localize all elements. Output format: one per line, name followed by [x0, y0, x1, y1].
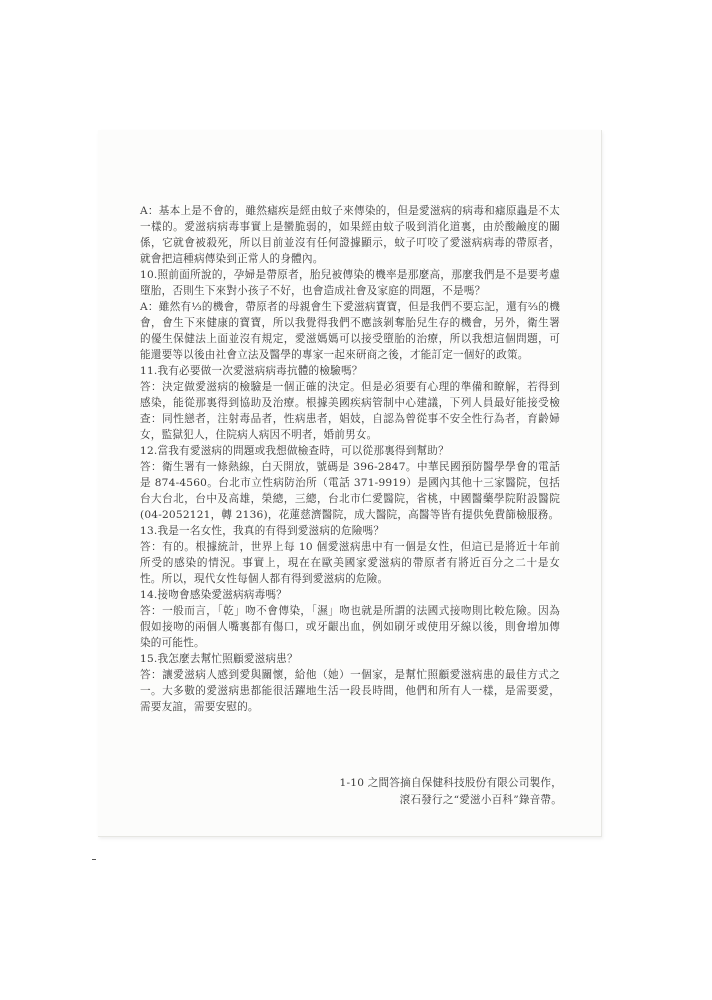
answer-13: 答：有的。根據統計，世界上每 10 個愛滋病患中有一個是女性，但這已是將近十年前所受的感染的情況。事實上，現在在歐美國家愛滋病的帶原者有將近百分之二十是女性。所以，現代女性每個人都有得到愛滋病的危險。 — [140, 541, 560, 585]
question-15: 15.我怎麼去幫忙照顧愛滋病患？ — [140, 653, 298, 665]
answer-11: 答：決定做愛滋病的檢驗是一個正確的決定。但是必須要有心理的準備和瞭解，若得到感染，能從那裏得到協助及治療。根據美國疾病管制中心建議，下列人員最好能接受檢查：同性戀者，注射毒品者，性病患者，娼妓，自認為曾從事不安全性行為者，育齡婦女，監獄犯人，住院病人病因不明者，婚前男女。 — [140, 381, 560, 441]
question-11: 11.我有必要做一次愛滋病病毒抗體的檢驗嗎？ — [140, 365, 363, 377]
question-13: 13.我是一名女性，我真的有得到愛滋病的危險嗎？ — [140, 525, 385, 537]
answer-15: 答：讓愛滋病人感到愛與關懷，給他（她）一個家，是幫忙照顧愛滋病患的最佳方式之一。大多數的愛滋病患都能很活躍地生活一段長時間，他們和所有人一樣，是需要愛，需要友誼，需要安慰的。 — [140, 669, 560, 713]
answer-12: 答：衛生署有一條熱線，白天開放，號碼是 396-2847。中華民國預防醫學學會的電話是 874-4560。台北市立性病防治所（電話 371-9919）是國內其他十三家醫院，包括台大台北，台中及高雄，榮總，三總，台北市仁愛醫院，省桃，中國醫藥學院附設醫院(04-2052121，轉 2136)，花蓮慈濟醫院，成大醫院，高醫等皆有提供免費篩檢服務。 — [140, 461, 560, 521]
scan-mark — [92, 859, 96, 860]
question-10: 10.照前面所說的，孕婦是帶原者，胎兒被傳染的機率是那麼高，那麼我們是不是要考慮墮胎，否則生下來對小孩子不好，也會造成社會及家庭的問題，不是嗎？ — [140, 269, 560, 297]
faq-body — [140, 203, 560, 715]
answer-10: A：雖然有⅓的機會，帶原者的母親會生下愛滋病寶寶，但是我們不要忘記，還有⅔的機會，會生下來健康的寶寶，所以我覺得我們不應該剝奪胎兒生存的機會，另外，衛生署的優生保健法上面並沒有規定，愛滋媽媽可以接受墮胎的治療，所以我想這個問題，可能還要等以後由社會立法及醫學的專家一起來研商之後，才能訂定一個好的政策。 — [140, 301, 560, 361]
answer-9: A：基本上是不會的，雖然瘧疾是經由蚊子來傳染的，但是愛滋病的病毒和瘧原蟲是不太一樣的。愛滋病病毒事實上是蠻脆弱的，如果經由蚊子吸到消化道裏，由於酸鹼度的關係，它就會被殺死，所以目前並沒有任何證據顯示，蚊子叮咬了愛滋病病毒的帶原者，就會把這種病傳染到正常人的身體內。 — [140, 205, 560, 265]
credits-line-2: 滾石發行之“愛滋小百科”錄音帶。 — [399, 794, 562, 806]
answer-14: 答：一般而言，「乾」吻不會傳染，「濕」吻也就是所謂的法國式接吻則比較危險。因為假如接吻的兩個人嘴裏都有傷口，或牙齦出血，例如刷牙或使用牙線以後，則會增加傳染的可能性。 — [140, 605, 560, 649]
question-12: 12.當我有愛滋病的問題或我想做檢查時，可以從那裏得到幫助？ — [140, 445, 449, 457]
credits-line-1: 1-10 之間答摘自保健科技股份有限公司製作， — [339, 777, 562, 789]
source-credits — [340, 775, 562, 809]
question-14: 14.接吻會感染愛滋病病毒嗎？ — [140, 589, 287, 601]
